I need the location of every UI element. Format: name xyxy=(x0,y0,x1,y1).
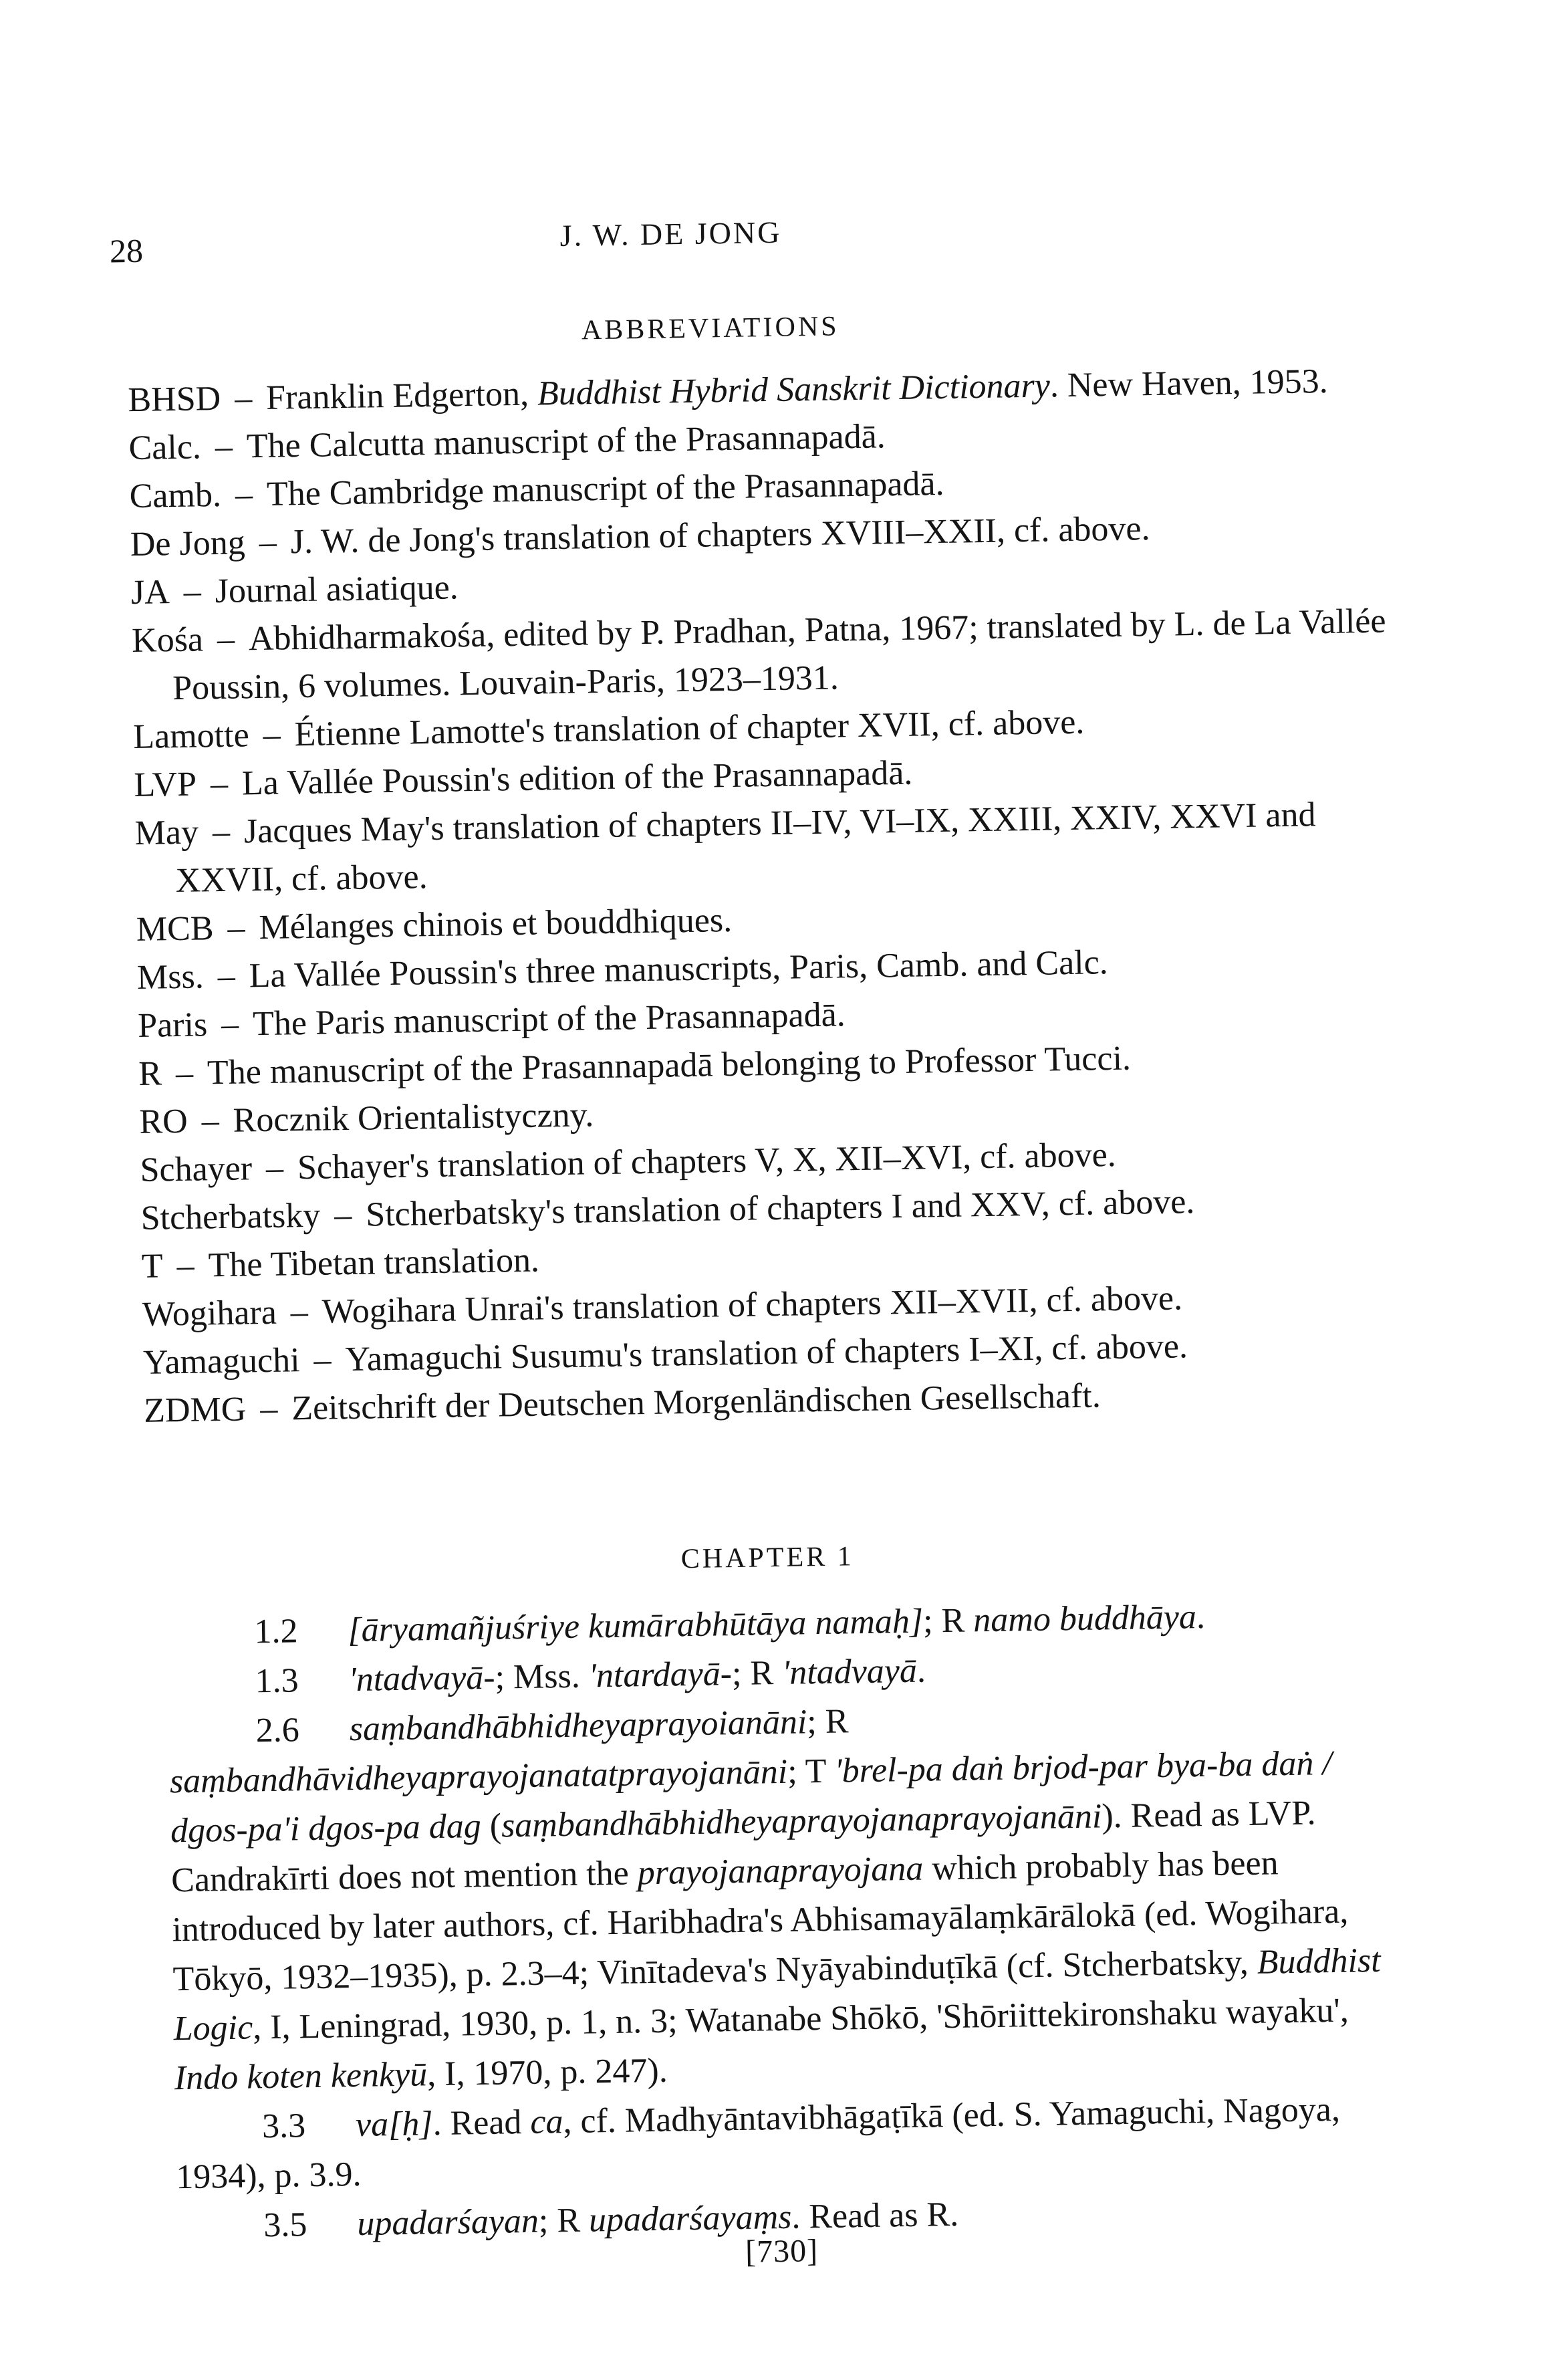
abbreviation-term: MCB xyxy=(136,909,214,949)
chapter-heading: CHAPTER 1 xyxy=(680,1541,855,1575)
abbreviation-definition: Mélanges chinois et bouddhiques. xyxy=(259,901,733,947)
note-3-3 xyxy=(175,2084,1420,2202)
abbreviation-definition: Zeitschrift der Deutschen Morgenländischen Gesellschaft. xyxy=(291,1377,1102,1428)
note-part: ; Mss. xyxy=(495,1657,590,1697)
abbreviation-definition: Abhidharmakośa, edited by P. Pradhan, Patna, 1967; translated by L. de La Vallée Poussin, 6 volumes. Louvain-Paris, 1923–1931. xyxy=(172,602,1386,708)
note-part: , I, Leningrad, 1930, p. 1, n. 3; Watanabe Shōkō, 'Shōriittekironshaku wayaku', xyxy=(252,1991,1349,2047)
note-part: Indo koten kenkyū xyxy=(174,2055,428,2098)
note-part: namo buddhāya xyxy=(973,1598,1197,1640)
abbreviation-entry: T – The Tibetan translation. xyxy=(141,1241,540,1286)
note-part: upadarśayan xyxy=(356,2202,539,2244)
note-part: upadarśayaṃs xyxy=(588,2197,792,2240)
abbreviation-term: Yamaguchi xyxy=(142,1341,301,1382)
abbreviation-definition-tail: . New Haven, 1953. xyxy=(1049,362,1329,405)
abbreviation-term: Paris xyxy=(137,1005,208,1045)
abbreviation-term: Kośa xyxy=(131,620,204,661)
abbreviation-term: Mss. xyxy=(136,957,205,997)
note-part: Buddhist Logic xyxy=(173,1941,1382,2048)
abbreviation-entry: Wogihara – Wogihara Unrai's translation of chapters XII–XVII, cf. above. xyxy=(142,1279,1183,1334)
abbreviation-definition: The Cambridge manuscript of the Prasannapadā. xyxy=(266,464,944,513)
note-number: 2.6 xyxy=(255,1711,300,1750)
note-part: 'ntardayā- xyxy=(588,1655,733,1695)
abbreviation-entry: May – Jacques May's translation of chapters II–IV, VI–IX, XXIII, XXIV, XXVI and XXVII, cf. above. xyxy=(134,796,1316,901)
abbreviations-heading: ABBREVIATIONS xyxy=(581,311,839,346)
note-part: saṃbandhāvidheyaprayojanatatprayojanāni xyxy=(169,1752,788,1801)
abbreviation-term: R xyxy=(138,1054,162,1093)
note-part: ; R xyxy=(731,1653,783,1693)
note-part: ; T xyxy=(787,1752,835,1791)
abbreviation-term: De Jong xyxy=(130,523,246,564)
abbreviation-entry: Paris – The Paris manuscript of the Prasannapadā. xyxy=(137,995,846,1045)
abbreviation-entry: Schayer – Schayer's translation of chapters V, X, XII–XVI, cf. above. xyxy=(140,1135,1117,1189)
note-part: ( xyxy=(481,1806,502,1846)
abbreviation-definition: Wogihara Unrai's translation of chapters XII–XVII, cf. above. xyxy=(321,1279,1183,1331)
abbreviation-entry: Mss. – La Vallée Poussin's three manuscripts, Paris, Camb. and Calc. xyxy=(136,943,1109,997)
abbreviation-definition: Rocznik Orientalistyczny. xyxy=(233,1096,594,1140)
abbreviation-entry: Kośa – Abhidharmakośa, edited by P. Pradhan, Patna, 1967; translated by L. de La Vallée Poussin, 6 volumes. Louvain-Paris, 1923–1931. xyxy=(131,602,1386,708)
abbreviation-term: RO xyxy=(138,1102,188,1141)
abbreviation-term: Calc. xyxy=(128,428,202,468)
note-part: 'brel-pa daṅ brjod-par bya-ba daṅ / dgos-pa'i dgos-pa dag xyxy=(170,1744,1333,1851)
abbreviation-entry: De Jong – J. W. de Jong's translation of chapters XVIII–XXII, cf. above. xyxy=(130,509,1150,564)
abbreviation-entry: RO – Rocznik Orientalistyczny. xyxy=(138,1096,594,1141)
abbreviation-entry: MCB – Mélanges chinois et bouddhiques. xyxy=(136,901,733,949)
note-part: ; R xyxy=(538,2201,590,2240)
abbreviation-definition: The Tibetan translation. xyxy=(208,1241,540,1285)
abbreviation-definition: Franklin Edgerton, xyxy=(265,374,538,417)
note-number: 1.2 xyxy=(253,1612,298,1651)
abbreviation-title: Buddhist Hybrid Sanskrit Dictionary xyxy=(537,366,1051,413)
abbreviation-definition: Étienne Lamotte's translation of chapter XVII, cf. above. xyxy=(294,703,1085,754)
abbreviation-entry: JA – Journal asiatique. xyxy=(130,568,459,612)
abbreviation-definition: Stcherbatsky's translation of chapters I and XXV, cf. above. xyxy=(365,1183,1195,1234)
abbreviation-term: Wogihara xyxy=(142,1293,277,1334)
running-title: J. W. DE JONG xyxy=(559,215,782,253)
note-part: 'ntadvayā xyxy=(781,1651,918,1692)
chapter-notes xyxy=(167,1589,1420,2252)
abbreviation-definition: Journal asiatique. xyxy=(215,568,459,611)
abbreviation-entry: Lamotte – Étienne Lamotte's translation of chapter XVII, cf. above. xyxy=(132,703,1085,757)
note-part: prayojanaprayojana xyxy=(637,1849,924,1893)
abbreviation-entry: ZDMG – Zeitschrift der Deutschen Morgenländischen Gesellschaft. xyxy=(143,1377,1102,1430)
abbreviation-term: Schayer xyxy=(140,1149,253,1189)
page-number: 28 xyxy=(109,231,144,270)
abbreviation-entry: LVP – La Vallée Poussin's edition of the Prasannapadā. xyxy=(134,753,913,804)
abbreviations-list xyxy=(128,356,1428,1435)
abbreviation-term: LVP xyxy=(134,765,197,804)
abbreviation-entry: Yamaguchi – Yamaguchi Susumu's translation of chapters I–XI, cf. above. xyxy=(142,1327,1188,1382)
abbreviation-term: ZDMG xyxy=(143,1390,247,1430)
note-2-6 xyxy=(168,1688,1418,2103)
abbreviation-term: JA xyxy=(130,573,170,612)
abbreviation-definition: The Paris manuscript of the Prasannapadā. xyxy=(252,995,846,1044)
abbreviation-definition: The Calcutta manuscript of the Prasannapadā. xyxy=(246,417,886,466)
note-part: ; R xyxy=(806,1702,849,1742)
abbreviation-definition: La Vallée Poussin's edition of the Prasannapadā. xyxy=(241,753,913,803)
abbreviation-entry: BHSD – Franklin Edgerton, Buddhist Hybrid Sanskrit Dictionary. New Haven, 1953. xyxy=(128,362,1329,420)
abbreviation-term: May xyxy=(134,813,199,852)
abbreviation-definition: Yamaguchi Susumu's translation of chapters I–XI, cf. above. xyxy=(345,1327,1188,1379)
abbreviation-definition: The manuscript of the Prasannapadā belonging to Professor Tucci. xyxy=(207,1039,1132,1092)
note-part: ). Read as LVP. Candrakīrti does not mention the xyxy=(170,1794,1316,1900)
note-part: saṃbandhābhidheyaprayoianāni xyxy=(349,1703,807,1749)
folio-number: [730] xyxy=(745,2233,819,2270)
abbreviation-entry: Calc. – The Calcutta manuscript of the Prasannapadā. xyxy=(128,417,886,468)
note-part: va[ḥ] xyxy=(355,2105,434,2145)
note-part: ca xyxy=(529,2103,563,2141)
abbreviation-term: BHSD xyxy=(128,379,221,420)
note-part: 'ntadvayā- xyxy=(348,1658,496,1699)
abbreviation-term: T xyxy=(141,1247,164,1286)
note-part: . Read xyxy=(432,2103,531,2143)
abbreviation-entry: Stcherbatsky – Stcherbatsky's translation of chapters I and XXV, cf. above. xyxy=(140,1183,1195,1237)
abbreviation-definition: Schayer's translation of chapters V, X, XII–XVI, cf. above. xyxy=(297,1135,1117,1187)
abbreviation-definition: Jacques May's translation of chapters II–IV, VI–IX, XXIII, XXIV, XXVI and XXVII, cf. above. xyxy=(175,796,1316,901)
note-part: [āryamañjuśriye kumārabhūtāya namaḥ] xyxy=(347,1602,924,1650)
note-number: 3.5 xyxy=(263,2206,307,2245)
abbreviation-term: Stcherbatsky xyxy=(140,1196,321,1237)
abbreviation-term: Lamotte xyxy=(132,716,250,757)
abbreviation-entry: Camb. – The Cambridge manuscript of the Prasannapadā. xyxy=(129,464,944,516)
abbreviation-term: Camb. xyxy=(129,475,222,516)
abbreviation-definition: La Vallée Poussin's three manuscripts, Paris, Camb. and Calc. xyxy=(249,943,1109,995)
note-part: which probably has been introduced by later authors, cf. Haribhadra's Abhisamayālaṃkārālokā (ed. Wogihara, Tōkyō, 1932–1935), p. 2.3–4; Vinītadeva's Nyāyabinduṭīkā (cf. Stcherbatsky, xyxy=(171,1844,1349,1999)
note-part: . xyxy=(1196,1597,1206,1637)
note-part: saṃbandhābhidheyaprayojanaprayojanāni xyxy=(501,1797,1102,1845)
abbreviation-definition: J. W. de Jong's translation of chapters XVIII–XXII, cf. above. xyxy=(290,509,1150,562)
note-part: . Read as R. xyxy=(791,2195,959,2236)
note-number: 1.3 xyxy=(255,1661,299,1701)
note-part: ; R xyxy=(922,1601,974,1641)
note-part: , cf. Madhyāntavibhāgaṭīkā (ed. S. Yamaguchi, Nagoya, 1934), p. 3.9. xyxy=(175,2090,1341,2197)
note-number: 3.3 xyxy=(261,2107,306,2146)
note-part: . xyxy=(916,1651,926,1690)
abbreviation-entry: R – The manuscript of the Prasannapadā belonging to Professor Tucci. xyxy=(138,1039,1132,1093)
note-part: , I, 1970, p. 247). xyxy=(426,2051,668,2094)
